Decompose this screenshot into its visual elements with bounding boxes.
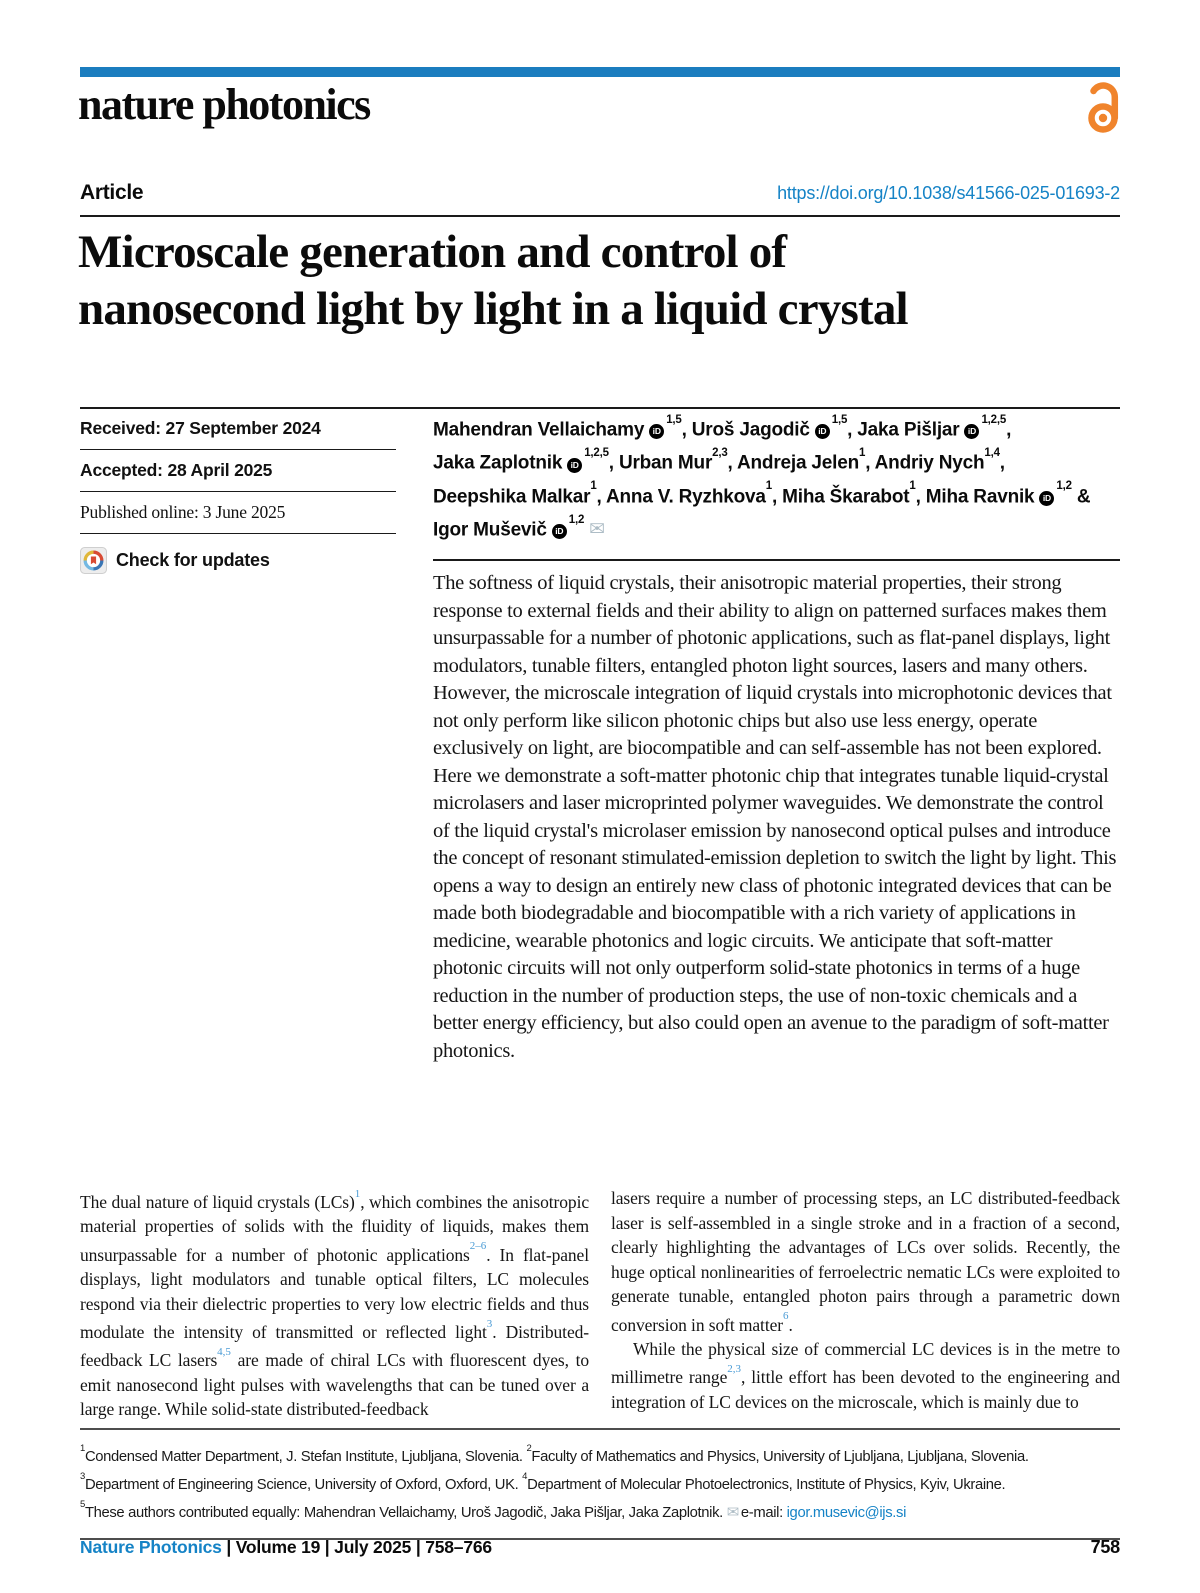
paragraph: [80, 1186, 589, 1422]
affiliation-superscript: 1: [765, 480, 772, 493]
text-run: , Andriy Nych: [865, 452, 985, 474]
text-run: Mahendran Vellaichamy: [433, 419, 645, 441]
text-run: are made of chiral LCs with fluorescent dyes, to emit nanosecond light pulses with wavelengths that can be tuned over a large range. While solid-state distributed-feedback: [80, 1350, 589, 1420]
published-date: Published online: 3 June 2025: [80, 492, 396, 534]
abstract-rule: [433, 559, 1120, 561]
page-title-line2: nanosecond light by light in a liquid crystal: [78, 283, 908, 335]
text-run: , Uroš Jagodič: [681, 419, 810, 441]
page-number: 758: [1090, 1537, 1120, 1557]
abstract-text: The softness of liquid crystals, their anisotropic material properties, their strong response to external fields and their ability to align on patterned surfaces makes them unsurpassable for a number of photonic applications, such as flat-panel displays, light modulators, tunable filters, entangled photon light sources, lasers and many others. However, the microscale integration of liquid crystals into microphotonic devices that not only perform like silicon photonic chips but also use less energy, operate exclusively on light, are biocompatible and can self-assemble has not been explored. Here we demonstrate a soft-matter photonic chip that integrates tunable liquid-crystal microlasers and laser microprinted polymer waveguides. We demonstrate the control of the liquid crystal's microlaser emission by nanosecond optical pulses and introduce the concept of resonant stimulated-emission depletion to switch the light by light. This opens a way to design an entirely new class of photonic integrated devices that can be made both biodegradable and biocompatible with a rich variety of applications in medicine, wearable photonics and logic circuits. We anticipate that soft-matter photonic circuits will not only outperform solid-state photonics in terms of a huge reduction in the number of production steps, the use of non-toxic chemicals and a better energy efficiency, but also could open an avenue to the paradigm of soft-matter photonics.: [433, 572, 1117, 1062]
accepted-date: Accepted: 28 April 2025: [80, 450, 396, 492]
affiliation-superscript: 1,5: [666, 413, 682, 426]
envelope-icon: ✉: [589, 519, 605, 541]
orcid-icon[interactable]: iD: [815, 424, 830, 439]
text-run: e-mail:: [740, 1504, 787, 1521]
text-run: , which combines the anisotropic material properties of solids with the fluidity of liquids, makes them unsurpassable for a number of photonic applications: [80, 1191, 589, 1265]
affiliation-superscript: 1: [909, 480, 916, 493]
author-line: [433, 478, 1125, 511]
affiliations-footnotes: [80, 1428, 1120, 1540]
orcid-icon[interactable]: iD: [964, 424, 979, 439]
author-list: [433, 411, 1125, 544]
footer-citation: [80, 1537, 492, 1558]
author-line: [433, 511, 1125, 544]
text-run: , Jaka Pišljar: [847, 419, 960, 441]
check-for-updates-button[interactable]: [80, 534, 396, 574]
body-column-left: [80, 1186, 589, 1422]
text-run: lasers require a number of processing steps, an LC distributed-feedback laser is self-assembled in a single stroke and in a fraction of a second, clearly highlighting the advantages of LCs over solids. Recently, the huge optical nonlinearities of ferroelectric nematic LCs were exploited to generate tunable, entangled photon pairs through a parametric down conversion in soft matter: [611, 1188, 1120, 1335]
doi-link[interactable]: https://doi.org/10.1038/s41566-025-01693-2: [777, 183, 1120, 203]
text-run: , Miha Škarabot: [771, 485, 910, 507]
author-line: [433, 411, 1125, 444]
affiliation-superscript: 1: [80, 1442, 85, 1454]
affiliation-superscript: 3: [80, 1470, 85, 1482]
text-run: Jaka Zaplotnik: [433, 452, 563, 474]
article-header-row: [80, 181, 1120, 205]
text-run: Deepshika Malkar: [433, 485, 591, 507]
affiliation-superscript: 1,2,5: [981, 413, 1007, 426]
body-column-right: [611, 1186, 1120, 1422]
body-columns: [80, 1186, 1120, 1422]
text-run: The dual nature of liquid crystals (LCs): [80, 1191, 355, 1212]
text-run: .: [788, 1314, 793, 1335]
citation-reference[interactable]: 2,3: [727, 1362, 742, 1375]
affiliation-superscript: 1,2: [1056, 480, 1072, 493]
title-rule: [80, 215, 1120, 217]
envelope-icon: ✉: [726, 1503, 739, 1521]
open-access-icon: [1084, 80, 1122, 136]
text-run: Department of Engineering Science, University of Oxford, Oxford, UK.: [84, 1476, 523, 1493]
text-run: , Urban Mur: [608, 452, 713, 474]
affiliation-superscript: 1: [590, 480, 597, 493]
citation-reference[interactable]: 3: [486, 1317, 493, 1330]
citation-reference[interactable]: 6: [782, 1310, 789, 1323]
article-type-label: Article: [80, 181, 144, 204]
page-title: [78, 224, 1138, 338]
affiliation-superscript: 5: [80, 1498, 85, 1510]
orcid-icon[interactable]: iD: [649, 424, 664, 439]
paragraph: [611, 1186, 1120, 1337]
received-date: Received: 27 September 2024: [80, 408, 396, 450]
affiliation-superscript: 2,3: [712, 447, 728, 460]
crossmark-icon: [80, 547, 107, 574]
text-run: , Miha Ravnik: [915, 485, 1035, 507]
text-run: Igor Muševič: [433, 519, 547, 541]
journal-wordmark: nature photonics: [78, 80, 370, 129]
affiliation-superscript: 1,4: [984, 447, 1000, 460]
check-for-updates-label: Check for updates: [116, 550, 270, 570]
citation-reference[interactable]: 2–6: [469, 1240, 487, 1253]
article-meta-column: [80, 408, 396, 574]
affiliation-superscript: 2: [526, 1442, 532, 1454]
orcid-icon[interactable]: iD: [567, 458, 582, 473]
footnote-line: [80, 1469, 1120, 1497]
footer-citation-rest: | Volume 19 | July 2025 | 758–766: [221, 1537, 492, 1557]
citation-reference[interactable]: 1: [354, 1187, 361, 1200]
text-run: , little effort has been devoted to the engineering and integration of LC devices on the microscale, which is mainly due to: [611, 1367, 1120, 1412]
page-title-line1: Microscale generation and control of: [78, 226, 787, 278]
text-run: While the physical size of commercial LC devices is in the metre to millimetre range: [611, 1338, 1120, 1388]
affiliation-superscript: 1: [859, 447, 866, 460]
orcid-icon[interactable]: iD: [552, 524, 567, 539]
citation-reference[interactable]: 4,5: [217, 1346, 231, 1359]
text-run: . In flat-panel displays, light modulators and tunable optical filters, LC molecules respond via their dielectric properties to very low electric fields and thus modulate the intensity of transmitted or reflected light: [80, 1244, 589, 1342]
text-run: , Andreja Jelen: [727, 452, 859, 474]
footnote-line: [80, 1441, 1120, 1469]
text-run: These authors contributed equally: Mahendran Vellaichamy, Uroš Jagodič, Jaka Pišljar, Jaka Zaplotnik.: [84, 1504, 727, 1521]
affiliation-superscript: 1,2,5: [584, 447, 609, 460]
email-link[interactable]: igor.musevic@ijs.si: [786, 1504, 907, 1521]
text-run: . Distributed-feedback LC lasers: [80, 1321, 589, 1371]
text-run: Faculty of Mathematics and Physics, University of Ljubljana, Ljubljana, Slovenia.: [531, 1448, 1029, 1465]
text-run: , Anna V. Ryzhkova: [596, 485, 766, 507]
affiliation-superscript: 4: [522, 1470, 528, 1482]
top-accent-bar: [80, 67, 1120, 77]
footnote-line: [80, 1497, 1120, 1525]
text-run: &: [1071, 485, 1091, 507]
journal-link[interactable]: Nature Photonics: [80, 1537, 222, 1557]
affiliation-superscript: 1,5: [831, 413, 848, 426]
author-line: [433, 444, 1125, 477]
text-run: ,: [999, 452, 1005, 474]
affiliation-superscript: 1,2: [568, 513, 585, 526]
text-run: Department of Molecular Photoelectronics, Institute of Physics, Kyiv, Ukraine.: [527, 1476, 1006, 1493]
text-run: Condensed Matter Department, J. Stefan Institute, Ljubljana, Slovenia.: [84, 1448, 527, 1465]
page-footer: [80, 1537, 1120, 1558]
paragraph: [611, 1337, 1120, 1414]
orcid-icon[interactable]: iD: [1039, 491, 1054, 506]
text-run: ,: [1006, 419, 1012, 441]
